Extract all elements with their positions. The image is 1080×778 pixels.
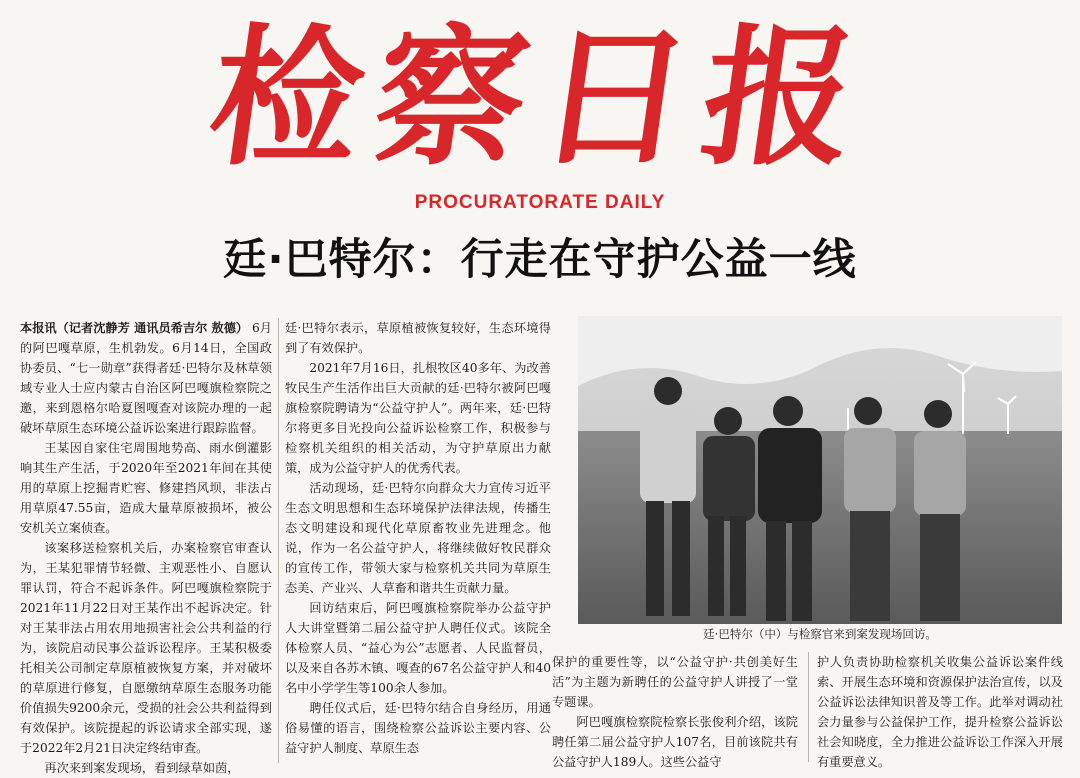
article-paragraph — [20, 318, 272, 438]
column-divider — [808, 652, 809, 762]
news-photo — [578, 316, 1062, 624]
paragraph-text: 6月的阿巴嘎草原，生机勃发。6月14日，全国政协委员、“七一勋章”获得者廷·巴特尔及林草领域专业人士应内蒙古自治区阿巴嘎旗检察院之邀，来到恩格尔哈夏图嘎查对该院办理的一起破坏草原生态环境公益诉讼案进行跟踪监督。 — [20, 321, 272, 435]
article-headline: 廷·巴特尔：行走在守护公益一线 — [223, 235, 857, 285]
article-paragraph: 廷·巴特尔表示，草原植被恢复较好，生态环境得到了有效保护。 — [285, 321, 551, 355]
article-paragraph: 再次来到案发现场，看到绿草如茵， — [44, 761, 240, 775]
article-paragraph: 回访结束后，阿巴嘎旗检察院举办公益守护人大讲堂暨第二届公益守护人聘任仪式。该院全体检察人员、“益心为公”志愿者、人民监督员，以及来自各苏木镇、嘎查的67名公益守护人和40名中小学学生等100余人参加。 — [285, 601, 551, 695]
article-column-3 — [552, 652, 798, 772]
article-paragraph: 保护的重要性等，以“公益守护·共创美好生活”为主题为新聘任的公益守护人讲授了一堂专题课。 — [552, 655, 798, 709]
article-column-1 — [20, 318, 272, 778]
masthead — [0, 0, 1080, 225]
column-divider — [278, 318, 279, 763]
photo-caption: 廷·巴特尔（中）与检察官来到案发现场回访。 — [703, 627, 937, 641]
byline: 本报讯（记者沈静芳 通讯员希吉尔 敖德） — [20, 321, 249, 335]
photo-illustration — [578, 316, 1062, 624]
newspaper-english-title: PROCURATORATE DAILY — [414, 192, 666, 213]
article-column-2 — [285, 318, 551, 758]
article-paragraph: 2021年7月16日，扎根牧区40多年、为改善牧民生产生活作出巨大贡献的廷·巴特尔被阿巴嘎旗检察院聘请为“公益守护人”。两年来，廷·巴特尔将更多目光投向公益诉讼检察工作，积极参与检察机关组织的相关活动，为守护草原出力献策，成为公益守护人的优秀代表。 — [285, 361, 551, 475]
article-paragraph: 护人负责协助检察机关收集公益诉讼案件线索、开展生态环境和资源保护法治宣传，以及公益诉讼法律知识普及等工作。此举对调动社会力量参与公益保护工作，提升检察公益诉讼社会知晓度，全力推进公益诉讼工作深入开展有重要意义。 — [817, 655, 1063, 769]
article-column-4 — [817, 652, 1063, 772]
article-paragraph: 该案移送检察机关后，办案检察官审查认为，王某犯罪情节轻微、主观恶性小、自愿认罪认罚，符合不起诉条件。阿巴嘎旗检察院于2021年11月22日对王某作出不起诉决定。针对王某非法占用农用地损害社会公共利益的行为，该院启动民事公益诉讼程序。王某积极委托相关公司制定草原植被恢复方案，并对破坏的草原进行修复，自愿缴纳草原生态服务功能价值损失9200余元，受损的社会公共利益得到有效保护。该院提起的诉讼请求全部实现，遂于2022年2月21日决定终结审查。 — [20, 541, 272, 755]
article-paragraph: 聘任仪式后，廷·巴特尔结合自身经历，用通俗易懂的语言，围绕检察公益诉讼主要内容、公益守护人制度、草原生态 — [285, 701, 551, 755]
newspaper-title: 检察日报 — [199, 10, 881, 186]
article-paragraph: 活动现场，廷·巴特尔向群众大力宣传习近平生态文明思想和生态环境保护法律法规，传播生态文明建设和现代化草原畜牧业先进理念。他说，作为一名公益守护人，将继续做好牧民群众的宣传工作，带领大家与检察机关共同为草原生态美、产业兴、人草畜和谐共生贡献力量。 — [285, 481, 551, 595]
article-paragraph: 王某因自家住宅周围地势高、雨水倒灌影响其生产生活，于2020年至2021年间在其使用的草原上挖掘青贮窖、修建挡风坝，非法占用草原47.55亩，造成大量草原被损坏，被公安机关立案侦查。 — [20, 441, 272, 535]
article-paragraph: 阿巴嘎旗检察院检察长张俊利介绍，该院聘任第二届公益守护人107名，目前该院共有公益守护人189人。这些公益守 — [552, 715, 798, 769]
